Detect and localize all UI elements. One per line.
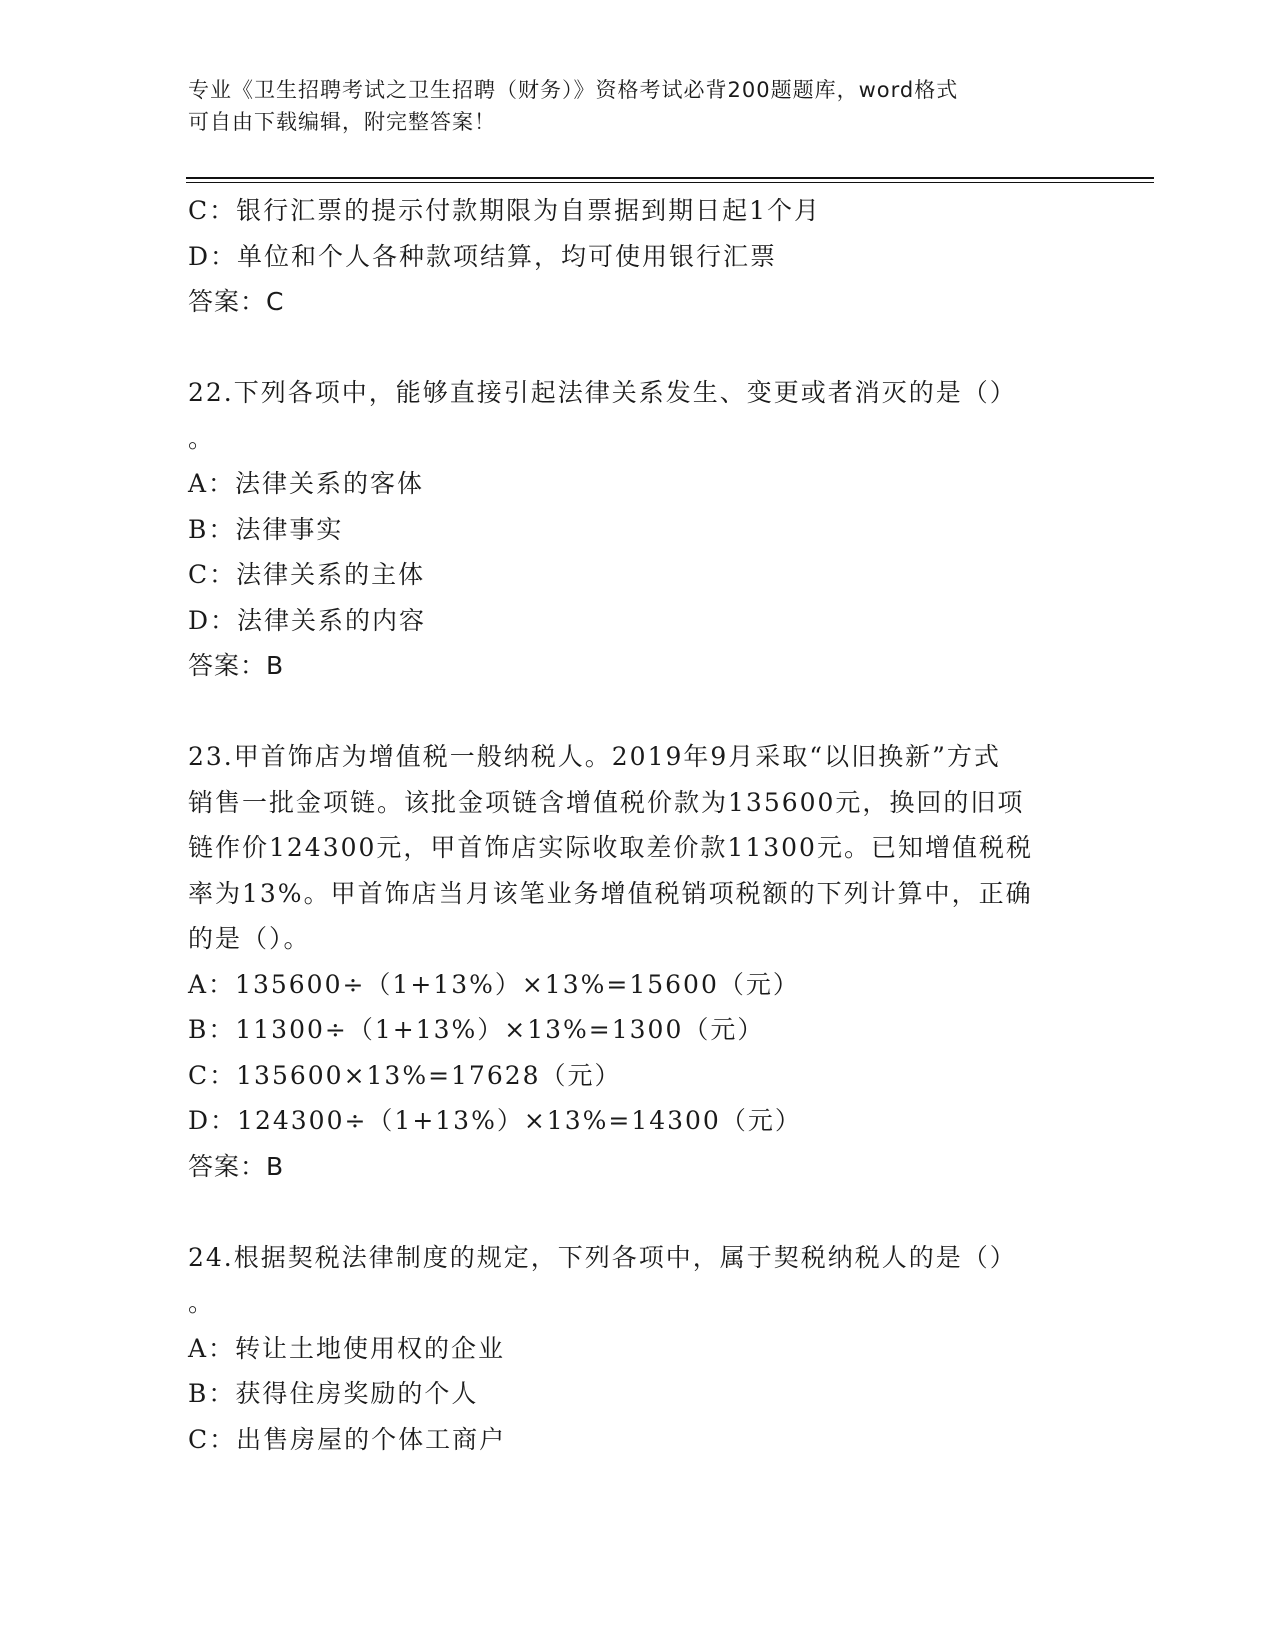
header-line-1: 专业《卫生招聘考试之卫生招聘（财务）》资格考试必背200题题库，word格式 [188, 78, 959, 102]
question-stem-line: 22.下列各项中，能够直接引起法律关系发生、变更或者消灭的是（） [188, 378, 1017, 407]
document-header [188, 74, 1068, 138]
answer: 答案：C [188, 287, 285, 316]
header-rule-thick [186, 177, 1154, 179]
question-stem-line: 率为13%。甲首饰店当月该笔业务增值税销项税额的下列计算中，正确 [188, 878, 1033, 908]
header-rule-thin [186, 182, 1154, 183]
option-d: D：单位和个人各种款项结算，均可使用银行汇票 [188, 241, 778, 271]
option-a: A：法律关系的客体 [188, 469, 425, 498]
question-21-tail [188, 188, 1088, 325]
question-stem-line: 。 [188, 1288, 216, 1317]
header-line-2: 可自由下载编辑，附完整答案！ [188, 110, 496, 134]
option-b: B：获得住房奖励的个人 [188, 1379, 479, 1408]
question-stem-line: 。 [188, 423, 216, 453]
question-stem-line: 链作价124300元，甲首饰店实际收取差价款11300元。已知增值税税 [188, 833, 1033, 862]
question-stem-line: 的是（）。 [188, 924, 311, 953]
option-a: A：135600÷（1+13%）×13%=15600（元） [188, 969, 800, 999]
option-c: C：法律关系的主体 [188, 560, 426, 589]
spacer [188, 1189, 1088, 1235]
option-c: C：出售房屋的个体工商户 [188, 1424, 507, 1454]
question-content [188, 188, 1088, 1462]
option-d: D：124300÷（1+13%）×13%=14300（元） [188, 1106, 802, 1135]
question-24 [188, 1235, 1088, 1463]
question-23 [188, 734, 1088, 1189]
option-c: C：135600×13%=17628（元） [188, 1060, 622, 1090]
option-c: C：银行汇票的提示付款期限为自票据到期日起1个月 [188, 196, 822, 225]
option-a: A：转让土地使用权的企业 [188, 1333, 506, 1363]
question-stem-line: 24.根据契税法律制度的规定，下列各项中，属于契税纳税人的是（） [188, 1242, 1017, 1272]
question-stem-line: 23.甲首饰店为增值税一般纳税人。2019年9月采取“以旧换新”方式 [188, 742, 1001, 771]
option-d: D：法律关系的内容 [188, 605, 427, 635]
option-b: B：法律事实 [188, 514, 344, 544]
question-22 [188, 370, 1088, 689]
answer: 答案：B [188, 651, 285, 680]
spacer [188, 325, 1088, 371]
spacer [188, 689, 1088, 735]
question-stem-line: 销售一批金项链。该批金项链含增值税价款为135600元，换回的旧项 [188, 787, 1025, 817]
option-b: B：11300÷（1+13%）×13%=1300（元） [188, 1015, 765, 1044]
answer: 答案：B [188, 1151, 285, 1181]
